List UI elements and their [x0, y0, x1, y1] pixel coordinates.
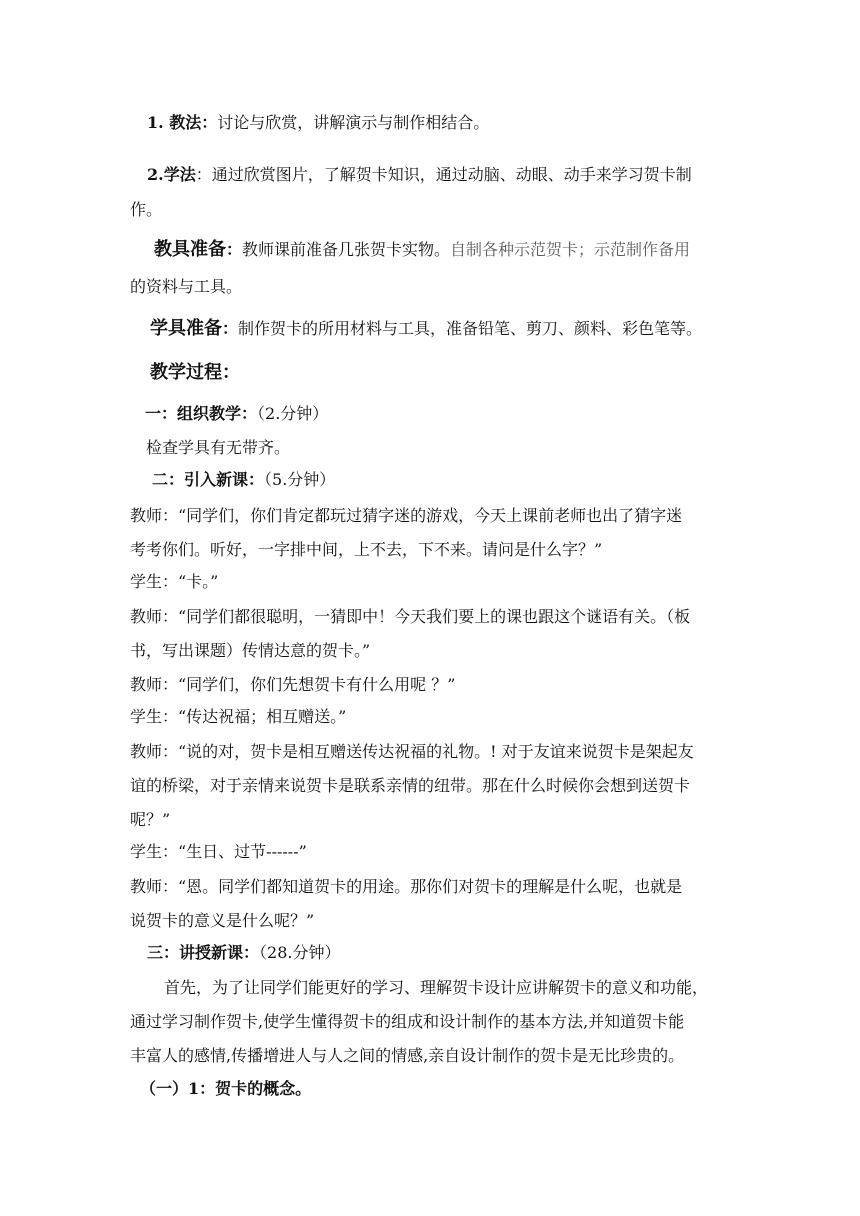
- learning-method-text: 通过欣赏图片，了解贺卡知识，通过动脑、动眼、动手来学习贺卡制: [211, 165, 692, 184]
- dialog-line: 教师：“恩。同学们都知道贺卡的用途。那你们对贺卡的理解是什么呢，也就是: [130, 877, 683, 896]
- dialog-line: 教师：“同学们都很聪明，一猜即中！今天我们要上的课也跟这个谜语有关。（板: [130, 607, 691, 626]
- dialog-line: 教师：“同学们，你们先想贺卡有什么用呢 ？”: [130, 675, 456, 694]
- teaching-method-line: [147, 113, 747, 133]
- step2-time: （5.分钟）: [264, 470, 336, 489]
- learning-method-sep: ：: [195, 165, 212, 184]
- step1-content: 检查学具有无带齐。: [146, 438, 291, 457]
- step2-heading-line: [152, 470, 752, 490]
- teaching-method-sep: ：: [201, 113, 218, 132]
- dialog-line: 学生：“卡。”: [130, 572, 219, 591]
- teaching-method-text: 讨论与欣赏，讲解演示与制作相结合。: [217, 113, 490, 132]
- learning-method-line-2: 作。: [130, 200, 163, 219]
- step3-heading: 三：讲授新课：: [147, 943, 260, 962]
- teacher-prep-line: [154, 240, 754, 260]
- teacher-prep-text-a: 教师课前准备几张贺卡实物。: [242, 240, 451, 259]
- dialog-line: 学生：“传达祝福；相互赠送。”: [130, 707, 347, 726]
- dialog-line: 说贺卡的意义是什么呢？”: [130, 911, 315, 930]
- teacher-prep-text-b: 自制各种示范贺卡；示范制作备用: [450, 240, 691, 259]
- step3-heading-line: [147, 943, 747, 963]
- dialog-line: 谊的桥梁，对于亲情来说贺卡是联系亲情的纽带。那在什么时候你会想到送贺卡: [130, 776, 691, 795]
- student-prep-sep: ：: [222, 319, 239, 338]
- paragraph-line: 通过学习制作贺卡,使学生懂得贺卡的组成和设计制作的基本方法,并知道贺卡能: [130, 1012, 685, 1031]
- learning-method-line: [147, 165, 747, 185]
- dialog-line: 教师：“说的对，贺卡是相互赠送传达祝福的礼物。! 对于友谊来说贺卡是架起友: [130, 742, 694, 761]
- step1-heading-line: [145, 404, 745, 424]
- dialog-line: 学生：“生日、过节------”: [130, 842, 307, 861]
- teaching-method-label: 1. 教法: [147, 113, 202, 132]
- step2-heading: 二：引入新课：: [152, 470, 265, 489]
- dialog-line: 书，写出课题）传情达意的贺卡。”: [130, 641, 371, 660]
- teacher-prep-sep: ：: [226, 240, 243, 259]
- dialog-line: 教师：“同学们，你们肯定都玩过猜字迷的游戏，今天上课前老师也出了猜字迷: [130, 506, 683, 525]
- student-prep-text: 制作贺卡的所用材料与工具，准备铅笔、剪刀、颜料、彩色笔等。: [238, 319, 703, 338]
- step1-heading: 一：组织教学：: [145, 404, 258, 423]
- teacher-prep-line-2: 的资料与工具。: [130, 277, 243, 296]
- section1-heading: （一）1：贺卡的概念。: [140, 1079, 312, 1098]
- paragraph-line: 丰富人的感情,传播增进人与人之间的情感,亲自设计制作的贺卡是无比珍贵的。: [130, 1046, 685, 1065]
- teacher-prep-label: 教具准备: [154, 239, 226, 260]
- dialog-line: 呢？”: [130, 810, 171, 829]
- step1-time: （2.分钟）: [257, 404, 329, 423]
- dialog-line: 考考你们。听好，一字排中间，上不去，下不来。请问是什么字？”: [130, 540, 603, 559]
- learning-method-label: 2.学法: [147, 165, 196, 184]
- step3-time: （28.分钟）: [259, 943, 341, 962]
- student-prep-label: 学具准备: [150, 318, 222, 339]
- process-title: 教学过程：: [150, 362, 240, 383]
- student-prep-line: [150, 319, 750, 339]
- paragraph-line: 首先，为了让同学们能更好的学习、理解贺卡设计应讲解贺卡的意义和功能，: [164, 978, 709, 997]
